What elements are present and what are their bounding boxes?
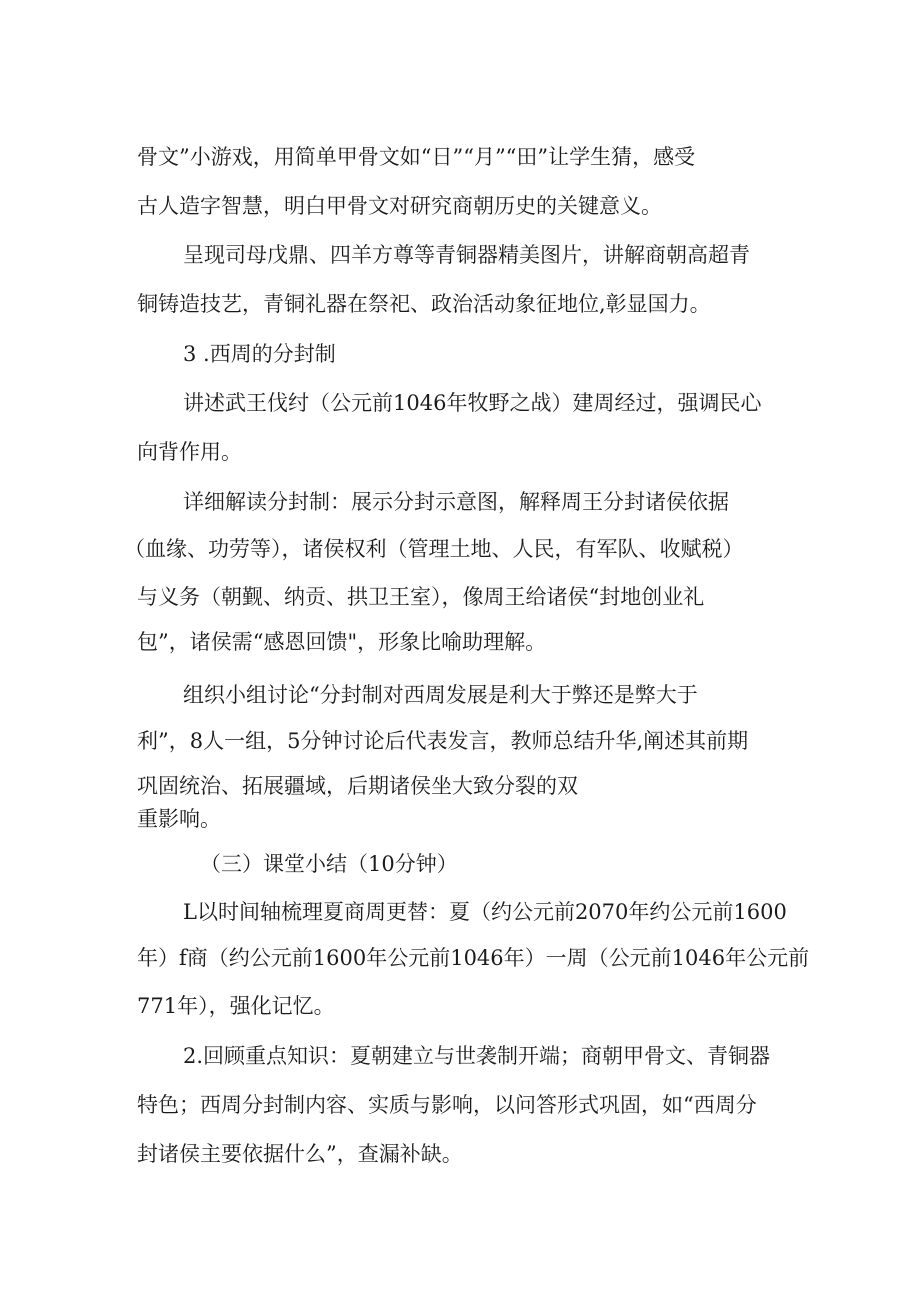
text-line: 古人造字智慧，明白甲骨文对研究商朝历史的关键意义。	[137, 194, 662, 218]
text-line: 771年），强化记忆。	[137, 994, 335, 1018]
text-line: L以时间轴梳理夏商周更替：夏（约公元前2070年约公元前1600	[183, 900, 787, 924]
text-line: 利”，8人一组，5分钟讨论后代表发言，教师总结升华,阐述其前期	[137, 729, 749, 753]
text-line: 封诸侯主要依据什么”，查漏补缺。	[137, 1142, 463, 1166]
section-heading: 3 .西周的分封制	[183, 342, 336, 366]
text-line: 讲述武王伐纣（公元前1046年牧野之战）建周经过，强调民心	[183, 391, 762, 415]
text-line: 包”，诸侯需“感恩回馈"，形象比喻助理解。	[137, 630, 547, 654]
section-heading: （三）课堂小结（10分钟）	[200, 852, 458, 876]
text-line: 骨文”小游戏，用简单甲骨文如“日”“月”“田”让学生猜，感受	[137, 145, 696, 169]
text-line: 组织小组讨论“分封制对西周发展是利大于弊还是弊大于	[183, 683, 698, 707]
text-line: 特色；西周分封制内容、实质与影响，以问答形式巩固，如“西周分	[137, 1093, 757, 1117]
text-line: 详细解读分封制：展示分封示意图，解释周王分封诸侯依据	[183, 490, 729, 514]
text-line: 与义务（朝觐、纳贡、拱卫王室），像周王给诸侯“封地创业礼	[137, 585, 705, 609]
text-line: 2.回顾重点知识：夏朝建立与世袭制开端；商朝甲骨文、青铜器	[183, 1044, 771, 1068]
text-line: 重影响。	[137, 807, 221, 831]
text-line: 向背作用。	[137, 440, 242, 464]
text-line: （血缘、功劳等），诸侯权利（管理土地、人民，有军队、收赋税）	[124, 537, 744, 561]
text-line: 年）f商（约公元前1600年公元前1046年）一周（公元前1046年公元前	[137, 946, 810, 970]
text-line: 铜铸造技艺，青铜礼器在祭祀、政治活动象征地位,彰显国力。	[137, 292, 711, 316]
text-line: 巩固统治、拓展疆域，后期诸侯坐大致分裂的双	[137, 774, 578, 798]
text-line: 呈现司母戊鼎、四羊方尊等青铜器精美图片，讲解商朝高超青	[183, 243, 750, 267]
